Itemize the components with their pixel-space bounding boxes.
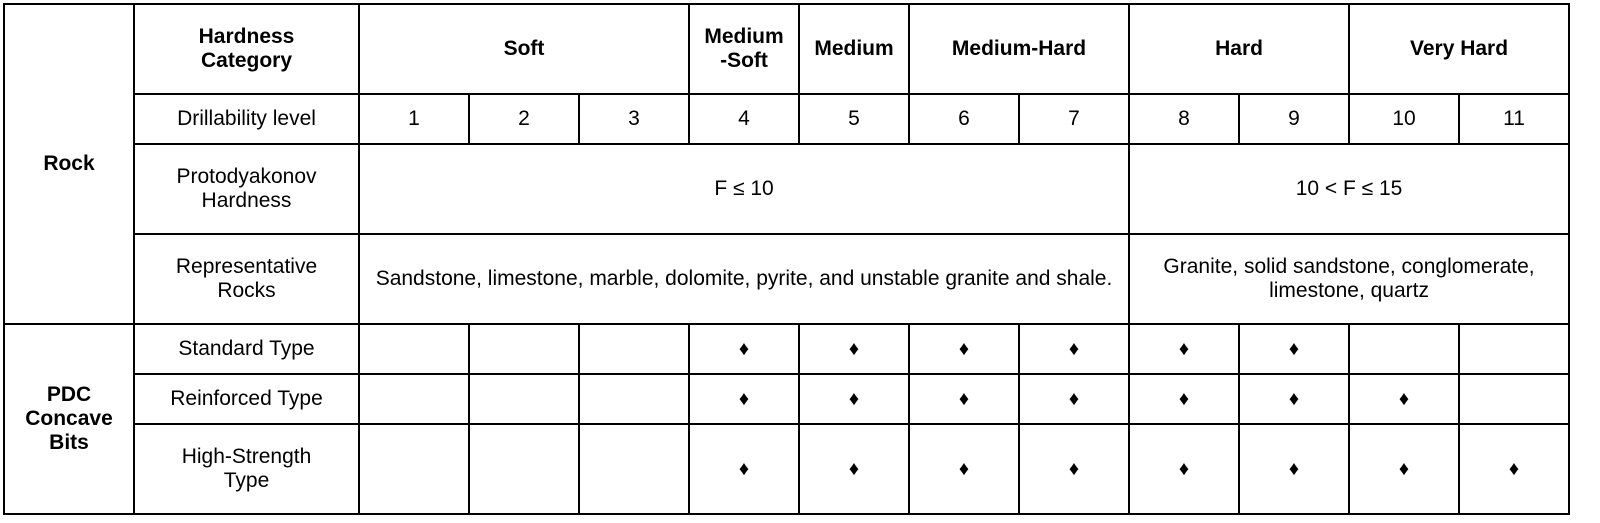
bit-cell-high-strength-6: [909, 424, 1019, 514]
bit-cell-high-strength-1: [359, 424, 469, 514]
row-label-high-strength-line2: Type: [223, 468, 270, 492]
table-row-representative-rocks: [4, 234, 1569, 324]
row-label-standard-type-text: Standard Type: [178, 336, 315, 360]
representative-rocks-hard-range: [1129, 234, 1569, 324]
drillability-level-value: 10: [1392, 106, 1416, 130]
drillability-level-cell: [1019, 94, 1129, 144]
bit-cell-reinforced-8: [1129, 374, 1239, 424]
bit-cell-high-strength-7: [1019, 424, 1129, 514]
row-label-protodyakonov: [134, 144, 359, 234]
bit-cell-reinforced-6: [909, 374, 1019, 424]
bit-cell-high-strength-11: [1459, 424, 1569, 514]
group-label-pdc-line1: PDC: [46, 382, 92, 406]
marker-diamond: ♦: [738, 337, 750, 360]
bit-cell-standard-3: [579, 324, 689, 374]
bit-cell-reinforced-9: [1239, 374, 1349, 424]
marker-diamond: ♦: [1178, 387, 1190, 410]
bit-cell-reinforced-4: [689, 374, 799, 424]
hardness-category-hard: [1129, 4, 1349, 94]
bit-cell-standard-11: [1459, 324, 1569, 374]
hardness-category-hard-text: Hard: [1215, 36, 1263, 60]
drillability-level-cell: [1459, 94, 1569, 144]
row-label-protodyakonov-line1: Protodyakonov: [176, 164, 317, 188]
drillability-level-cell: [579, 94, 689, 144]
drillability-level-cell: [1239, 94, 1349, 144]
hardness-category-medium-soft-line2: -Soft: [720, 49, 768, 72]
bit-cell-standard-5: [799, 324, 909, 374]
drillability-level-value: 7: [1068, 106, 1080, 130]
drillability-level-cell: [1129, 94, 1239, 144]
group-label-pdc-concave-bits: [4, 324, 134, 514]
row-label-high-strength-type: [134, 424, 359, 514]
row-label-reinforced-type: [134, 374, 359, 424]
marker-diamond: ♦: [1178, 457, 1190, 480]
protodyakonov-value-soft-range: [359, 144, 1129, 234]
drillability-level-cell: [1349, 94, 1459, 144]
drillability-level-value: 3: [628, 106, 640, 130]
hardness-category-soft-text: Soft: [503, 36, 545, 60]
bit-cell-reinforced-1: [359, 374, 469, 424]
drillability-level-value: 9: [1288, 106, 1300, 130]
group-label-pdc-line2: Concave: [25, 406, 113, 430]
marker-diamond: ♦: [848, 457, 860, 480]
bit-cell-standard-7: [1019, 324, 1129, 374]
bit-cell-standard-4: [689, 324, 799, 374]
bit-cell-high-strength-4: [689, 424, 799, 514]
drillability-level-value: 2: [518, 106, 530, 130]
representative-rocks-soft-range: [359, 234, 1129, 324]
marker-diamond: ♦: [1068, 457, 1080, 480]
drillability-level-cell: [909, 94, 1019, 144]
row-label-standard-type: [134, 324, 359, 374]
marker-diamond: ♦: [1068, 337, 1080, 360]
bit-cell-reinforced-3: [579, 374, 689, 424]
row-label-reinforced-type-text: Reinforced Type: [170, 386, 323, 410]
group-label-rock: [4, 4, 134, 324]
bit-cell-reinforced-2: [469, 374, 579, 424]
protodyakonov-value-soft-range-text: F ≤ 10: [714, 176, 774, 200]
row-label-drillability-text: Drillability level: [177, 106, 316, 130]
row-label-hardness-category: [134, 4, 359, 94]
drillability-level-cell: [469, 94, 579, 144]
drillability-level-value: 1: [408, 106, 420, 130]
marker-diamond: ♦: [958, 457, 970, 480]
table-row-protodyakonov: [4, 144, 1569, 234]
bit-cell-reinforced-10: [1349, 374, 1459, 424]
table-row-drillability: [4, 94, 1569, 144]
hardness-category-medium-text: Medium: [814, 36, 894, 60]
drillability-level-cell: [689, 94, 799, 144]
marker-diamond: ♦: [1398, 387, 1410, 410]
marker-diamond: ♦: [1508, 457, 1520, 480]
marker-diamond: ♦: [1398, 457, 1410, 480]
marker-diamond: ♦: [1178, 337, 1190, 360]
bit-cell-reinforced-7: [1019, 374, 1129, 424]
row-label-representative-rocks-line2: Rocks: [217, 278, 276, 302]
bit-cell-high-strength-8: [1129, 424, 1239, 514]
protodyakonov-value-hard-range-text: 10 < F ≤ 15: [1295, 176, 1403, 200]
hardness-category-medium: [799, 4, 909, 94]
row-label-hardness-category-line2: Category: [200, 49, 293, 72]
hardness-category-very-hard: [1349, 4, 1569, 94]
drillability-level-cell: [359, 94, 469, 144]
table-row-high-strength-type: [4, 424, 1569, 514]
marker-diamond: ♦: [738, 457, 750, 480]
representative-rocks-hard-range-text: Granite, solid sandstone, conglomerate, limestone, quartz: [1163, 254, 1535, 302]
drillability-level-value: 11: [1503, 106, 1525, 130]
table-row-reinforced-type: [4, 374, 1569, 424]
hardness-category-medium-hard-text: Medium-Hard: [951, 36, 1087, 60]
marker-diamond: ♦: [1288, 387, 1300, 410]
drillability-level-value: 4: [738, 106, 750, 130]
bit-cell-standard-8: [1129, 324, 1239, 374]
marker-diamond: ♦: [848, 387, 860, 410]
rock-drillability-table: [3, 3, 1570, 515]
marker-diamond: ♦: [1288, 337, 1300, 360]
protodyakonov-value-hard-range: [1129, 144, 1569, 234]
table-row-standard-type: [4, 324, 1569, 374]
bit-cell-reinforced-11: [1459, 374, 1569, 424]
row-label-drillability: [134, 94, 359, 144]
row-label-high-strength-line1: High-Strength: [181, 444, 312, 468]
hardness-category-medium-soft-line1: Medium: [704, 24, 784, 48]
drillability-level-cell: [799, 94, 909, 144]
marker-diamond: ♦: [958, 387, 970, 410]
bit-cell-standard-10: [1349, 324, 1459, 374]
representative-rocks-soft-range-text: Sandstone, limestone, marble, dolomite, pyrite, and unstable granite and shale.: [375, 266, 1113, 290]
group-label-pdc-line3: Bits: [49, 431, 89, 455]
drillability-level-value: 6: [958, 106, 970, 130]
row-label-representative-rocks-line1: Representative: [175, 254, 318, 278]
marker-diamond: ♦: [738, 387, 750, 410]
marker-diamond: ♦: [958, 337, 970, 360]
bit-cell-high-strength-9: [1239, 424, 1349, 514]
group-label-rock-text: Rock: [43, 151, 95, 175]
row-label-protodyakonov-line2: Hardness: [201, 188, 292, 212]
bit-cell-high-strength-3: [579, 424, 689, 514]
hardness-category-very-hard-text: Very Hard: [1410, 36, 1509, 60]
row-label-hardness-category-line1: Hardness: [198, 24, 295, 48]
spec-table-container: [0, 3, 1600, 523]
drillability-level-value: 5: [848, 106, 860, 130]
bit-cell-standard-2: [469, 324, 579, 374]
marker-diamond: ♦: [1288, 457, 1300, 480]
hardness-category-medium-soft: [689, 4, 799, 94]
bit-cell-high-strength-10: [1349, 424, 1459, 514]
bit-cell-high-strength-2: [469, 424, 579, 514]
bit-cell-standard-6: [909, 324, 1019, 374]
drillability-level-value: 8: [1178, 106, 1190, 130]
bit-cell-standard-9: [1239, 324, 1349, 374]
row-label-representative-rocks: [134, 234, 359, 324]
table-row-hardness-category: [4, 4, 1569, 94]
hardness-category-medium-hard: [909, 4, 1129, 94]
hardness-category-soft: [359, 4, 689, 94]
bit-cell-high-strength-5: [799, 424, 909, 514]
marker-diamond: ♦: [848, 337, 860, 360]
bit-cell-standard-1: [359, 324, 469, 374]
marker-diamond: ♦: [1068, 387, 1080, 410]
bit-cell-reinforced-5: [799, 374, 909, 424]
